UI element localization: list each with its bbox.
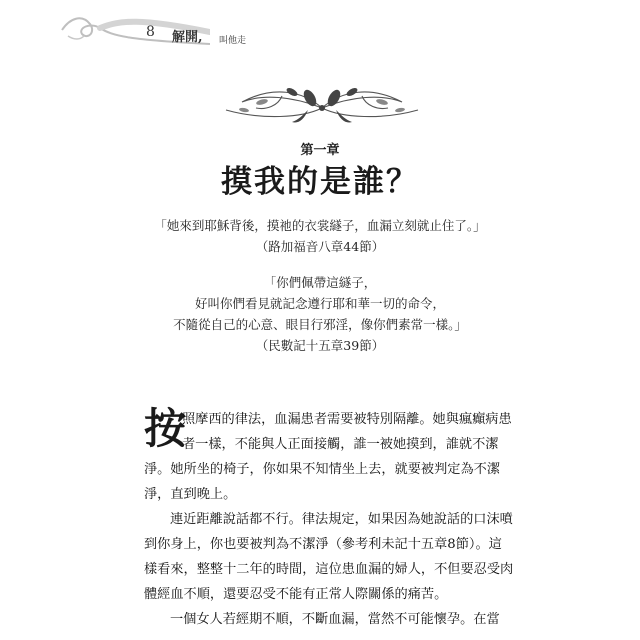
body-line: 一個女人若經期不順，不斷血漏，當然不可能懷孕。在當	[170, 612, 500, 627]
body-line: 淨。她所坐的椅子，你如果不知情坐上去，就要被判定為不潔	[144, 462, 501, 477]
quote-line: 不隨從自己的心意、眼目行邪淫，像你們素常一樣。」	[173, 317, 467, 332]
body-line: 到你身上，你也要被判為不潔淨（參考利未記十五章8節）。這	[144, 537, 502, 552]
quote-line: 「你們佩帶這繸子，	[263, 275, 377, 290]
chapter-label: 第一章	[300, 143, 340, 158]
running-header-title: 解開,	[172, 30, 203, 45]
body-line: 淨，直到晚上。	[144, 487, 237, 502]
floral-ornament	[222, 80, 422, 130]
body-line: 者一樣，不能與人正面接觸，誰一被她摸到，誰就不潔	[182, 437, 499, 452]
body-line: 樣看來，整整十二年的時間，這位患血漏的婦人，不但要忍受肉	[144, 562, 514, 577]
body-line: 連近距離說話都不行。律法規定，如果因為她說話的口沫噴	[170, 512, 513, 527]
quote-citation: （路加福音八章44節）	[255, 239, 385, 254]
quote-citation: （民數記十五章39節）	[255, 338, 385, 353]
body-line: 照摩西的律法，血漏患者需要被特別隔離。她與瘋癲病患	[182, 412, 512, 427]
quote-line: 好叫你們看見就記念遵行耶和華一切的命令，	[194, 296, 445, 311]
epigraph-quote	[0, 215, 640, 257]
body-text	[144, 404, 514, 632]
page-number: 8	[146, 24, 156, 40]
epigraph-quote	[0, 272, 640, 356]
chapter-title: 摸我的是誰？	[221, 164, 419, 200]
quote-line: 「她來到耶穌背後，摸祂的衣裳繸子，血漏立刻就止住了。」	[154, 218, 486, 233]
drop-cap: 按	[144, 404, 187, 453]
running-header-subtitle: 叫他走	[219, 36, 247, 46]
body-line: 體經血不順，還要忍受不能有正常人際關係的痛苦。	[144, 587, 448, 602]
